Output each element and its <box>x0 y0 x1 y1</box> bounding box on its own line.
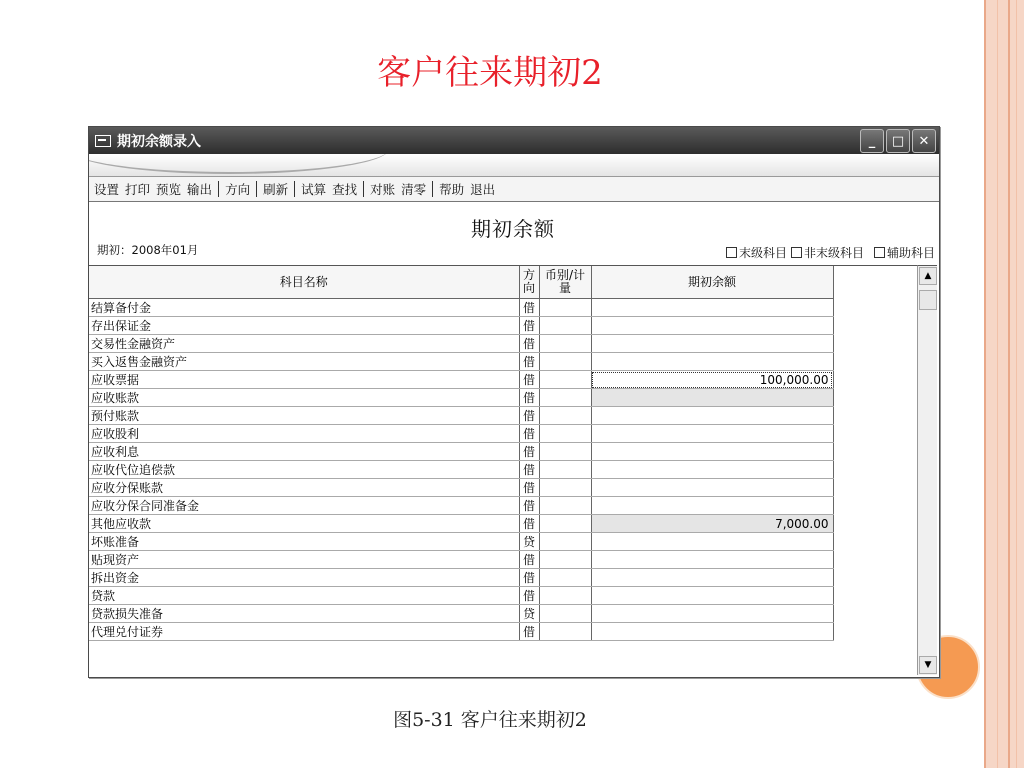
blank-cell <box>833 479 917 497</box>
account-name-cell[interactable]: 应收利息 <box>89 443 519 461</box>
toolbar-separator <box>256 181 257 197</box>
account-name-cell[interactable]: 贷款 <box>89 587 519 605</box>
balance-grid <box>89 265 917 675</box>
account-name-cell[interactable]: 应收账款 <box>89 389 519 407</box>
blank-cell <box>833 533 917 551</box>
table-row[interactable] <box>89 479 917 497</box>
window-banner <box>89 154 939 177</box>
balance-cell[interactable] <box>591 299 833 317</box>
account-name-cell[interactable]: 交易性金融资产 <box>89 335 519 353</box>
auxiliary-account-label: 辅助科目 <box>886 246 935 260</box>
toolbar-separator <box>432 181 433 197</box>
currency-cell[interactable] <box>539 533 591 551</box>
scroll-up-arrow-icon[interactable]: ▲ <box>919 267 937 285</box>
toolbar-print[interactable]: 打印 <box>125 182 151 197</box>
column-header-name[interactable]: 科目名称 <box>89 266 519 299</box>
account-name-cell[interactable]: 坏账准备 <box>89 533 519 551</box>
currency-cell[interactable] <box>539 515 591 533</box>
currency-cell[interactable] <box>539 353 591 371</box>
blank-cell <box>833 371 917 389</box>
blank-cell <box>833 587 917 605</box>
balance-entry-window <box>88 126 940 678</box>
toolbar-exit[interactable]: 退出 <box>470 182 496 197</box>
currency-cell[interactable] <box>539 299 591 317</box>
direction-cell[interactable]: 贷 <box>519 605 539 623</box>
balance-cell[interactable] <box>591 605 833 623</box>
balance-cell[interactable] <box>591 335 833 353</box>
balance-cell[interactable] <box>591 623 833 641</box>
currency-cell[interactable] <box>539 335 591 353</box>
period-label: 期初：2008年01月 <box>97 243 199 257</box>
balance-cell[interactable] <box>591 479 833 497</box>
table-row[interactable] <box>89 461 917 479</box>
currency-cell[interactable] <box>539 605 591 623</box>
balance-cell[interactable] <box>591 353 833 371</box>
column-header-balance[interactable]: 期初余额 <box>591 266 833 299</box>
table-row[interactable] <box>89 497 917 515</box>
direction-cell[interactable]: 借 <box>519 407 539 425</box>
direction-cell[interactable]: 借 <box>519 515 539 533</box>
currency-cell[interactable] <box>539 443 591 461</box>
toolbar-preview[interactable]: 预览 <box>156 182 182 197</box>
report-area <box>89 202 937 676</box>
currency-cell[interactable] <box>539 551 591 569</box>
toolbar-refresh[interactable]: 刷新 <box>263 182 289 197</box>
direction-cell[interactable]: 借 <box>519 389 539 407</box>
currency-cell[interactable] <box>539 497 591 515</box>
table-row[interactable] <box>89 299 917 317</box>
balance-cell[interactable] <box>591 551 833 569</box>
blank-header <box>833 266 917 299</box>
balance-cell[interactable] <box>591 461 833 479</box>
blank-cell <box>833 605 917 623</box>
direction-cell[interactable]: 贷 <box>519 533 539 551</box>
currency-cell[interactable] <box>539 389 591 407</box>
account-name-cell[interactable]: 预付账款 <box>89 407 519 425</box>
blank-cell <box>833 299 917 317</box>
account-name-cell[interactable]: 应收票据 <box>89 371 519 389</box>
scroll-thumb[interactable] <box>919 290 937 310</box>
table-row[interactable] <box>89 623 917 641</box>
account-name-cell[interactable]: 其他应收款 <box>89 515 519 533</box>
blank-cell <box>833 515 917 533</box>
direction-cell[interactable]: 借 <box>519 317 539 335</box>
column-header-currency[interactable]: 币别/计量 <box>539 266 591 299</box>
currency-cell[interactable] <box>539 371 591 389</box>
blank-cell <box>833 461 917 479</box>
currency-cell[interactable] <box>539 407 591 425</box>
account-name-cell[interactable]: 应收分保合同准备金 <box>89 497 519 515</box>
direction-cell[interactable]: 借 <box>519 623 539 641</box>
table-row[interactable] <box>89 443 917 461</box>
slide-decoration-line <box>997 0 998 768</box>
table-row[interactable] <box>89 533 917 551</box>
window-icon <box>95 135 111 147</box>
direction-cell[interactable]: 借 <box>519 371 539 389</box>
table-row[interactable] <box>89 371 917 389</box>
table-row[interactable] <box>89 515 917 533</box>
currency-cell[interactable] <box>539 425 591 443</box>
vertical-scrollbar[interactable] <box>917 265 937 675</box>
table-row[interactable] <box>89 353 917 371</box>
currency-cell[interactable] <box>539 317 591 335</box>
direction-cell[interactable]: 借 <box>519 353 539 371</box>
account-name-cell[interactable]: 贷款损失准备 <box>89 605 519 623</box>
account-name-cell[interactable]: 应收代位追偿款 <box>89 461 519 479</box>
slide-title: 客户往来期初2 <box>377 53 603 93</box>
direction-cell[interactable]: 借 <box>519 443 539 461</box>
account-name-cell[interactable]: 代理兑付证券 <box>89 623 519 641</box>
balance-cell[interactable] <box>591 407 833 425</box>
table-row[interactable] <box>89 389 917 407</box>
currency-cell[interactable] <box>539 479 591 497</box>
table-row[interactable] <box>89 569 917 587</box>
filter-options <box>722 244 935 261</box>
slide-decoration-line <box>984 0 986 768</box>
direction-cell[interactable]: 借 <box>519 299 539 317</box>
blank-cell <box>833 353 917 371</box>
blank-cell <box>833 443 917 461</box>
toolbar-separator <box>218 181 219 197</box>
direction-cell[interactable]: 借 <box>519 479 539 497</box>
currency-cell[interactable] <box>539 461 591 479</box>
slide-decoration-line <box>1016 0 1017 768</box>
balance-cell[interactable] <box>591 587 833 605</box>
blank-cell <box>833 335 917 353</box>
blank-cell <box>833 623 917 641</box>
account-name-cell[interactable]: 应收股利 <box>89 425 519 443</box>
grid-body <box>89 299 917 641</box>
window-controls <box>860 129 936 153</box>
account-name-cell[interactable]: 拆出资金 <box>89 569 519 587</box>
toolbar-separator <box>363 181 364 197</box>
balance-cell[interactable]: 7,000.00 <box>591 515 833 533</box>
maximize-button[interactable]: □ <box>886 129 910 153</box>
blank-cell <box>833 551 917 569</box>
currency-cell[interactable] <box>539 587 591 605</box>
table-row[interactable] <box>89 335 917 353</box>
direction-cell[interactable]: 借 <box>519 569 539 587</box>
direction-cell[interactable]: 借 <box>519 587 539 605</box>
non-leaf-account-checkbox[interactable] <box>791 247 802 258</box>
blank-cell <box>833 569 917 587</box>
blank-cell <box>833 317 917 335</box>
toolbar-separator <box>294 181 295 197</box>
account-name-cell[interactable]: 存出保证金 <box>89 317 519 335</box>
toolbar-settings[interactable]: 设置 <box>94 182 120 197</box>
table-row[interactable] <box>89 425 917 443</box>
blank-cell <box>833 425 917 443</box>
account-name-cell[interactable]: 应收分保账款 <box>89 479 519 497</box>
table-row[interactable] <box>89 587 917 605</box>
account-name-cell[interactable]: 结算备付金 <box>89 299 519 317</box>
balance-cell[interactable] <box>591 497 833 515</box>
toolbar-export[interactable]: 输出 <box>187 182 213 197</box>
table-row[interactable] <box>89 551 917 569</box>
window-title: 期初余额录入 <box>117 133 201 150</box>
toolbar-clear[interactable]: 清零 <box>401 182 427 197</box>
balance-cell[interactable] <box>591 443 833 461</box>
direction-cell[interactable]: 借 <box>519 461 539 479</box>
toolbar-trial-balance[interactable]: 试算 <box>301 182 327 197</box>
leaf-account-checkbox[interactable] <box>726 247 737 258</box>
toolbar-reconcile[interactable]: 对账 <box>370 182 396 197</box>
direction-cell[interactable]: 借 <box>519 425 539 443</box>
blank-cell <box>833 497 917 515</box>
window-titlebar[interactable] <box>89 127 939 154</box>
table-row[interactable] <box>89 605 917 623</box>
slide-decoration <box>986 0 1024 768</box>
toolbar <box>89 177 939 202</box>
toolbar-help[interactable]: 帮助 <box>439 182 465 197</box>
minimize-button[interactable]: _ <box>860 129 884 153</box>
auxiliary-account-checkbox[interactable] <box>874 247 885 258</box>
report-heading: 期初余额 <box>471 217 555 241</box>
toolbar-find[interactable]: 查找 <box>332 182 358 197</box>
balance-cell[interactable] <box>591 317 833 335</box>
blank-cell <box>833 389 917 407</box>
balance-cell[interactable] <box>591 569 833 587</box>
direction-cell[interactable]: 借 <box>519 335 539 353</box>
table-row[interactable] <box>89 317 917 335</box>
toolbar-direction[interactable]: 方向 <box>225 182 251 197</box>
balance-cell[interactable]: 100,000.00 <box>591 371 833 389</box>
table-row[interactable] <box>89 407 917 425</box>
currency-cell[interactable] <box>539 623 591 641</box>
account-name-cell[interactable]: 贴现资产 <box>89 551 519 569</box>
currency-cell[interactable] <box>539 569 591 587</box>
direction-cell[interactable]: 借 <box>519 497 539 515</box>
leaf-account-label: 末级科目 <box>738 246 787 260</box>
close-button[interactable]: ✕ <box>912 129 936 153</box>
balance-cell[interactable] <box>591 425 833 443</box>
non-leaf-account-label: 非末级科目 <box>803 246 864 260</box>
column-header-direction[interactable]: 方向 <box>519 266 539 299</box>
slide-decoration-line <box>1008 0 1010 768</box>
figure-caption: 图5-31 客户往来期初2 <box>393 709 587 731</box>
balance-cell[interactable] <box>591 533 833 551</box>
balance-cell[interactable] <box>591 389 833 407</box>
scroll-down-arrow-icon[interactable]: ▼ <box>919 656 937 674</box>
account-name-cell[interactable]: 买入返售金融资产 <box>89 353 519 371</box>
direction-cell[interactable]: 借 <box>519 551 539 569</box>
blank-cell <box>833 407 917 425</box>
